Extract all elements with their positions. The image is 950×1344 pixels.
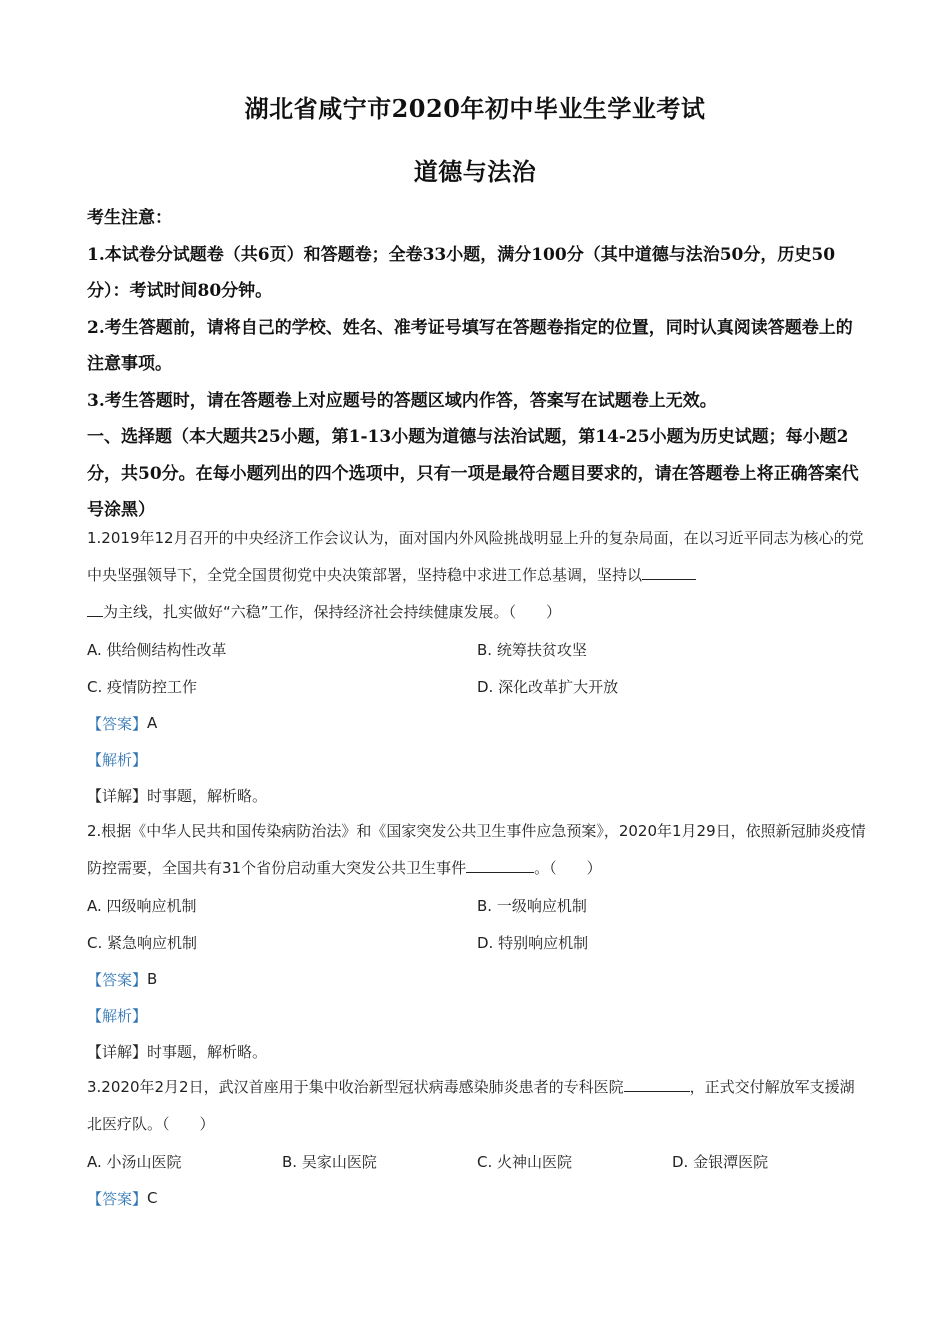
question-text: 3.2020年2月2日，武汉首座用于集中收治新型冠状病毒感染肺炎患者的专科医院 ，正式交付解放军支援湖北医疗队。（ ）: [87, 1078, 855, 1133]
detail-line: [87, 1033, 867, 1069]
answer-blank: [466, 857, 534, 873]
answer-value: C: [147, 1189, 158, 1207]
answer-line: [87, 705, 867, 741]
answer-label: 【答案】: [87, 1189, 148, 1208]
detail-text: 时事题，解析略。: [147, 1042, 268, 1061]
section-heading: 一、选择题（本大题共25小题，第1-13小题为道德与法治试题，第14-25小题为历史试题；每小题2分，共50分。在每小题列出的四个选项中，只有一项是最符合题目要求的，请在答题卷上将正确答案代号涂黑）: [87, 427, 859, 520]
question-text: 2.根据《中华人民共和国传染病防治法》和《国家突发公共卫生事件应急预案》，2020年1月29日，依照新冠肺炎疫情防控需要，全国共有31个省份启动重大突发公共卫生事件 。（ ）: [87, 822, 866, 877]
notice-heading: 考生注意：: [87, 208, 172, 228]
detail-label: 【详解】: [87, 786, 148, 805]
options-row: [87, 668, 867, 705]
answer-value: A: [147, 714, 158, 732]
answer-line: [87, 1180, 867, 1216]
option-c: C. 疫情防控工作: [87, 678, 198, 696]
answer-blank: [624, 1076, 690, 1092]
option-d: D. 金银潭医院: [672, 1153, 769, 1171]
exam-subject: 道德与法治: [413, 157, 537, 186]
option-a: A. 供给侧结构性改革: [87, 641, 227, 659]
question-list: [87, 520, 867, 1216]
notice-item: 1.本试卷分试题卷（共6页）和答题卷；全卷33小题，满分100分（其中道德与法治50分，历史50分）：考试时间80分钟。: [87, 244, 836, 301]
analysis-label: 【解析】: [87, 1006, 148, 1025]
exam-notice: [87, 200, 863, 529]
options-row: [87, 1143, 867, 1180]
detail-text: 时事题，解析略。: [147, 786, 268, 805]
answer-blank: [642, 564, 696, 580]
option-d: D. 特别响应机制: [477, 934, 589, 952]
option-c: C. 火神山医院: [477, 1153, 573, 1171]
option-b: B. 一级响应机制: [477, 897, 587, 915]
question-3: [87, 1069, 867, 1216]
question-1: [87, 520, 867, 813]
analysis-line: [87, 741, 867, 777]
option-c: C. 紧急响应机制: [87, 934, 198, 952]
question-text: 1.2019年12月召开的中央经济工作会议认为，面对国内外风险挑战明显上升的复杂局面，在以习近平同志为核心的党中央坚强领导下，全党全国贯彻党中央决策部署，坚持稳中求进工作总基调，坚持以 为主线，扎实做好“六稳”工作，保持经济社会持续健康发展。（ ）: [87, 529, 864, 621]
detail-label: 【详解】: [87, 1042, 148, 1061]
options-row: [87, 887, 867, 924]
notice-item: 3.考生答题时，请在答题卷上对应题号的答题区域内作答，答案写在试题卷上无效。: [87, 390, 717, 411]
option-a: A. 四级响应机制: [87, 897, 197, 915]
detail-line: [87, 777, 867, 813]
options-row: [87, 631, 867, 668]
answer-value: B: [147, 970, 158, 988]
option-a: A. 小汤山医院: [87, 1153, 182, 1171]
option-b: B. 统筹扶贫攻坚: [477, 641, 587, 659]
answer-label: 【答案】: [87, 714, 148, 733]
answer-label: 【答案】: [87, 970, 148, 989]
options-row: [87, 924, 867, 961]
answer-line: [87, 961, 867, 997]
answer-blank: [87, 601, 103, 617]
question-2: [87, 813, 867, 1069]
option-d: D. 深化改革扩大开放: [477, 678, 619, 696]
option-b: B. 吴家山医院: [282, 1153, 377, 1171]
notice-item: 2.考生答题前，请将自己的学校、姓名、准考证号填写在答题卷指定的位置，同时认真阅读答题卷上的注意事项。: [87, 317, 853, 374]
exam-title: 湖北省咸宁市2020年初中毕业生学业考试: [244, 94, 706, 123]
analysis-label: 【解析】: [87, 750, 148, 769]
analysis-line: [87, 997, 867, 1033]
